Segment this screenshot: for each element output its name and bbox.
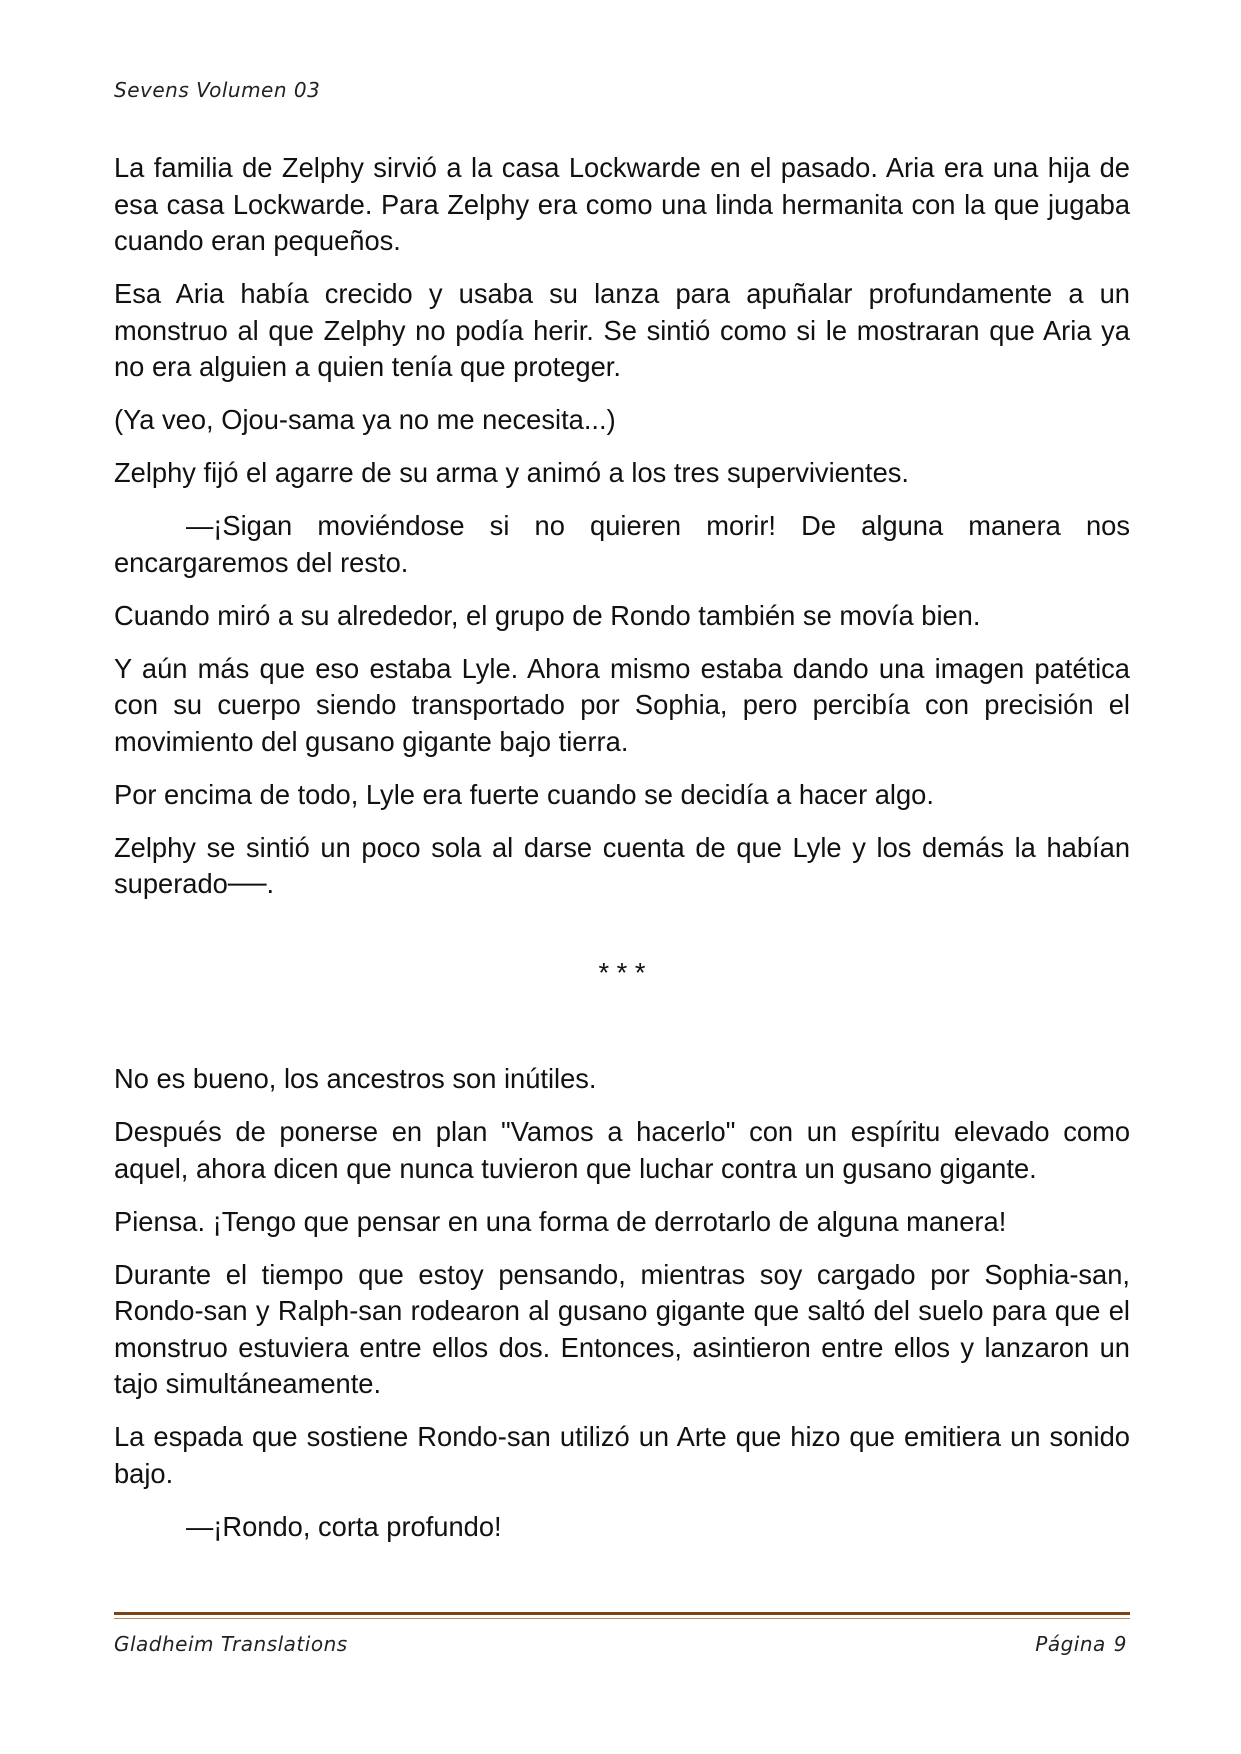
dialogue-line: —¡Sigan moviéndose si no quieren morir! De alguna manera nos encargaremos del resto.: [114, 510, 1130, 578]
page-number: [1035, 1632, 1127, 1656]
running-header: Sevens Volumen 03: [114, 78, 321, 102]
paragraph: La familia de Zelphy sirvió a la casa Lockwarde en el pasado. Aria era una hija de esa casa Lockwarde. Para Zelphy era como una linda hermanita con la que jugaba cuando eran pequeños.: [114, 152, 1130, 256]
paragraph: Por encima de todo, Lyle era fuerte cuando se decidía a hacer algo.: [114, 778, 934, 810]
paragraph: Cuando miró a su alrededor, el grupo de Rondo también se movía bien.: [114, 599, 981, 631]
paragraph: Y aún más que eso estaba Lyle. Ahora mismo estaba dando una imagen patética con su cuerpo siendo transportado por Sophia, pero percibía con precisión el movimiento del gusano gigante bajo tierra.: [114, 652, 1130, 757]
footer-divider: [114, 1612, 1130, 1615]
paragraph: La espada que sostiene Rondo-san utilizó un Arte que hizo que emitiera un sonido bajo.: [114, 1421, 1130, 1489]
page-label: Página: [1035, 1632, 1106, 1656]
dialogue-line: —¡Rondo, corta profundo!: [186, 1510, 502, 1542]
footer-divider-accent: [114, 1618, 1130, 1619]
paragraph: Esa Aria había crecido y usaba su lanza para apuñalar profundamente a un monstruo al que Zelphy no podía herir. Se sintió como si le mostraran que Aria ya no era alguien a quien tenía que proteger.: [114, 278, 1130, 382]
paragraph: Piensa. ¡Tengo que pensar en una forma de derrotarlo de alguna manera!: [114, 1205, 1007, 1237]
paragraph: Después de ponerse en plan "Vamos a hacerlo" con un espíritu elevado como aquel, ahora dicen que nunca tuvieron que luchar contra un gusano gigante.: [114, 1116, 1130, 1184]
paragraph: No es bueno, los ancestros son inútiles.: [114, 1063, 597, 1094]
paragraph: Zelphy se sintió un poco sola al darse cuenta de que Lyle y los demás la habían superado──.: [114, 831, 1130, 899]
paragraph: (Ya veo, Ojou-sama ya no me necesita...): [114, 404, 616, 435]
page-body: [114, 150, 1130, 1562]
footer-credit: Gladheim Translations: [114, 1632, 348, 1656]
scene-break: * * *: [598, 956, 646, 988]
paragraph: Zelphy fijó el agarre de su arma y animó a los tres supervivientes.: [114, 457, 910, 488]
page-number-value: 9: [1113, 1632, 1127, 1656]
paragraph: Durante el tiempo que estoy pensando, mientras soy cargado por Sophia-san, Rondo-san y Ralph-san rodearon al gusano gigante que saltó del suelo para que el monstruo estuviera entre ellos dos. Entonces, asintieron entre ellos y lanzaron un tajo simultáneamente.: [114, 1258, 1130, 1399]
